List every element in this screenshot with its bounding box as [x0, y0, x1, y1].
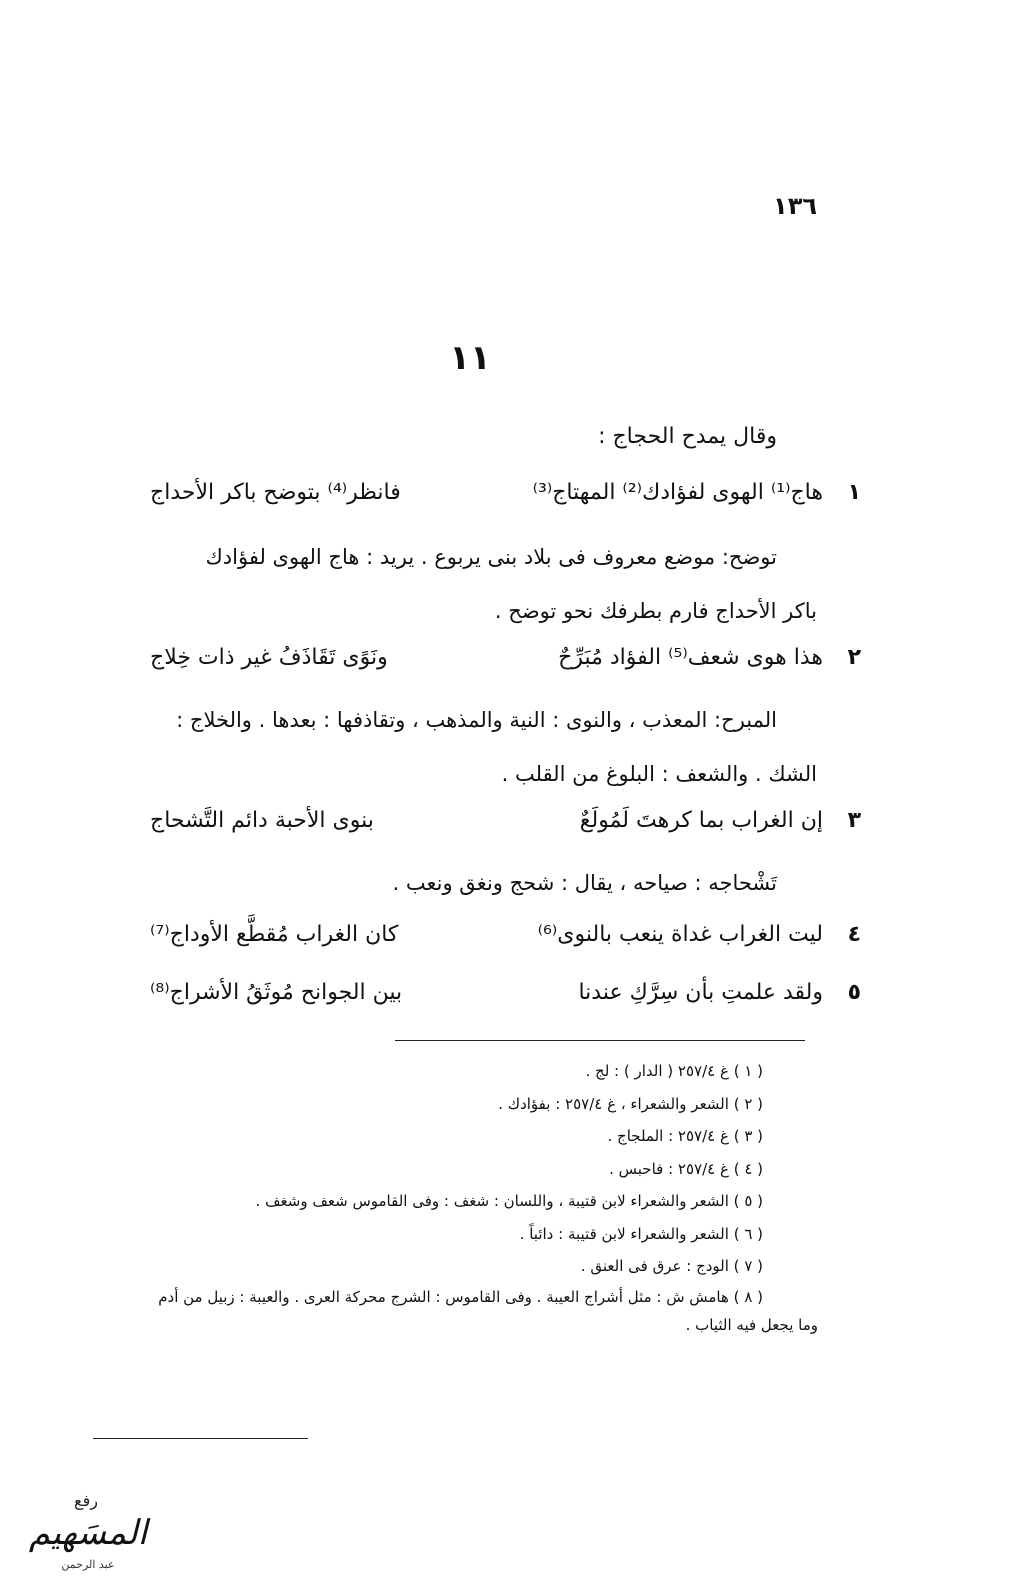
footnote-continuation: وما يجعل فيه الثياب . — [685, 1315, 818, 1334]
verse-commentary — [130, 693, 817, 801]
poem-intro: وقال يمدح الحجاج : — [598, 424, 777, 449]
verse-number: ٤ — [847, 922, 861, 947]
footnotes — [140, 1055, 818, 1339]
verse-second-hemistich: فانظر⁽⁴⁾ بتوضح باكر الأحداج — [150, 480, 401, 505]
footnote: ( ٣ ) غ ٢٥٧/٤ : الملجاج . — [607, 1127, 763, 1145]
verse-first-hemistich: إن الغراب بما كرهتَ لَمُولَعٌ — [579, 808, 823, 833]
page-number: ١٣٦ — [773, 192, 817, 220]
commentary-line: الشك . والشعف : البلوغ من القلب . — [501, 762, 817, 786]
commentary-line: المبرح: المعذب ، والنوى : النية والمذهب ، وتقاذفها : بعدها . والخلاج : — [176, 708, 777, 732]
verse-number: ٢ — [847, 645, 861, 670]
verse — [150, 645, 861, 685]
verse-first-hemistich: هذا هوى شعف⁽⁵⁾ الفؤاد مُبَرِّحٌ — [558, 645, 823, 670]
svg-text:عبد الرحمن: عبد الرحمن — [61, 1558, 115, 1571]
verse — [150, 980, 861, 1020]
svg-text:المسَهيم: المسَهيم — [28, 1513, 148, 1553]
library-stamp-logo — [6, 1482, 171, 1580]
verse-number: ١ — [847, 480, 861, 505]
footnote: ( ٤ ) غ ٢٥٧/٤ : فاحبس . — [609, 1159, 763, 1178]
verse-second-hemistich: ونَوًى تَقَاذَفُ غير ذات خِلاج — [150, 645, 388, 670]
commentary-line: تَشْحاجه : صياحه ، يقال : شحج ونغق ونعب . — [392, 871, 777, 895]
footnote-text: ( ٨ ) هامش ش : مثل أشراج العيبة . وفى القاموس : الشرج محركة العرى . والعيبة : زبيل من أدم — [158, 1287, 763, 1306]
svg-text:رفع: رفع — [74, 1491, 98, 1510]
footnote: ( ٢ ) الشعر والشعراء ، غ ٢٥٧/٤ : بفؤادك . — [498, 1094, 763, 1113]
verse — [150, 480, 861, 520]
bottom-rule — [93, 1438, 308, 1439]
verse-first-hemistich: ولقد علمتِ بأن سِرَّكِ عندنا — [578, 980, 823, 1005]
verse-first-hemistich: ليت الغراب غداة ينعب بالنوى⁽⁶⁾ — [537, 922, 823, 947]
verse-first-hemistich: هاج⁽¹⁾ الهوى لفؤادك⁽²⁾ المهتاج⁽³⁾ — [532, 480, 823, 505]
footnote — [140, 1283, 818, 1339]
footnote: ( ٥ ) الشعر والشعراء لابن قتيبة ، واللسان : شغف : وفى القاموس شعف وشغف . — [255, 1192, 763, 1210]
footnote: ( ١ ) غ ٢٥٧/٤ ( الدار ) : لج . — [585, 1062, 763, 1080]
commentary-line: توضح: موضع معروف فى بلاد بنى يربوع . يريد : هاج الهوى لفؤادك — [205, 545, 777, 569]
verse-second-hemistich: بنوى الأحبة دائم التَّشحاج — [150, 808, 374, 833]
verse — [150, 808, 861, 848]
footnote: ( ٦ ) الشعر والشعراء لابن قتيبة : دائباً . — [519, 1224, 763, 1243]
verse-number: ٥ — [847, 980, 861, 1005]
poem-number: ١١ — [449, 338, 491, 378]
verse-second-hemistich: كان الغراب مُقطَّع الأوداج⁽⁷⁾ — [150, 922, 399, 947]
verse-commentary — [130, 530, 817, 638]
footnote-separator — [395, 1040, 805, 1041]
verse-commentary — [130, 856, 777, 910]
commentary-line: باكر الأحداج فارم بطرفك نحو توضح . — [494, 599, 817, 623]
verse-number: ٣ — [847, 808, 861, 833]
footnote: ( ٧ ) الودج : عرق فى العنق . — [580, 1257, 763, 1275]
verse — [150, 922, 861, 962]
verse-second-hemistich: بين الجوانح مُوثَقُ الأشراج⁽⁸⁾ — [150, 980, 403, 1005]
